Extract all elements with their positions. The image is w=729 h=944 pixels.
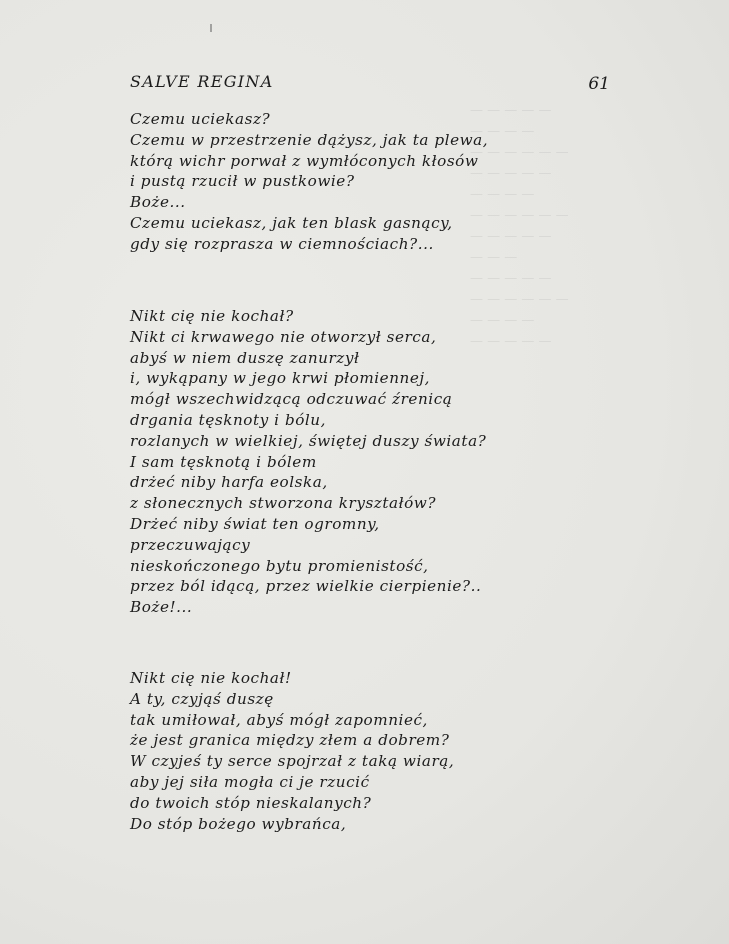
poem-line: Czemu uciekasz, jak ten blask gasnący,: [130, 213, 453, 232]
poem-line: i pustą rzucił w pustkowie?: [130, 172, 355, 191]
stanza-3: [130, 668, 454, 834]
poem-line: Do stóp bożego wybrańca,: [130, 814, 347, 833]
poem-line: nieskończonego bytu promienistość,: [130, 556, 429, 575]
poem-line: do twoich stóp nieskalanych?: [130, 793, 372, 812]
poem-line: i, wykąpany w jego krwi płomiennej,: [130, 369, 431, 388]
print-speck: [210, 24, 212, 32]
poem-line: drgania tęsknoty i bólu,: [130, 410, 327, 429]
poem-line: z słonecznych stworzona kryształów?: [130, 494, 437, 513]
poem-line: Boże!...: [130, 598, 193, 617]
poem-line: W czyjeś ty serce spojrzał z taką wiarą,: [130, 752, 455, 771]
page-header: [130, 72, 610, 94]
poem-line: mógł wszechwidzącą odczuwać źrenicą: [130, 390, 453, 409]
poem-line: Drżeć niby świat ten ogromny,: [130, 514, 380, 533]
stanza-1: [130, 109, 488, 255]
poem-line: Nikt ci krwawego nie otworzył serca,: [130, 327, 437, 346]
show-through-texture: — — — — — — — — — — — — — — — — — — — — — — — — — — — — — — — — — — — — — — — — — — — — — — — — — — — — — — — — — —: [470, 103, 569, 349]
poem-line: drżeć niby harfa eolska,: [130, 473, 328, 492]
poem-line: abyś w niem duszę zanurzył: [130, 348, 360, 367]
poem-line: przez ból idącą, przez wielkie cierpienie?..: [130, 577, 482, 596]
poem-line: przeczuwający: [130, 535, 251, 554]
poem-line: Czemu w przestrzenie dążysz, jak ta plewa,: [130, 130, 489, 149]
poem-line: którą wichr porwał z wymłóconych kłosów: [130, 151, 479, 170]
stanza-2: [130, 306, 486, 618]
poem-line: A ty, czyjąś duszę: [130, 689, 274, 708]
poem-line: Nikt cię nie kochał?: [130, 307, 294, 325]
poem-line: gdy się rozprasza w ciemnościach?...: [130, 234, 434, 253]
poem-line: rozlanych w wielkiej, świętej duszy świata?: [130, 431, 487, 450]
running-title: SALVE REGINA: [130, 72, 274, 91]
poem-line: I sam tęsknotą i bólem: [130, 452, 317, 471]
poem-line: tak umiłował, abyś mógł zapomnieć,: [130, 710, 428, 729]
poem-line: Czemu uciekasz?: [130, 110, 271, 128]
page-number: 61: [588, 74, 610, 94]
poem-line: że jest granica między złem a dobrem?: [130, 731, 450, 750]
poem-line: aby jej siła mogła ci je rzucić: [130, 772, 370, 791]
poem-line: Nikt cię nie kochał!: [130, 669, 292, 687]
poem-line: Boże...: [130, 193, 186, 212]
